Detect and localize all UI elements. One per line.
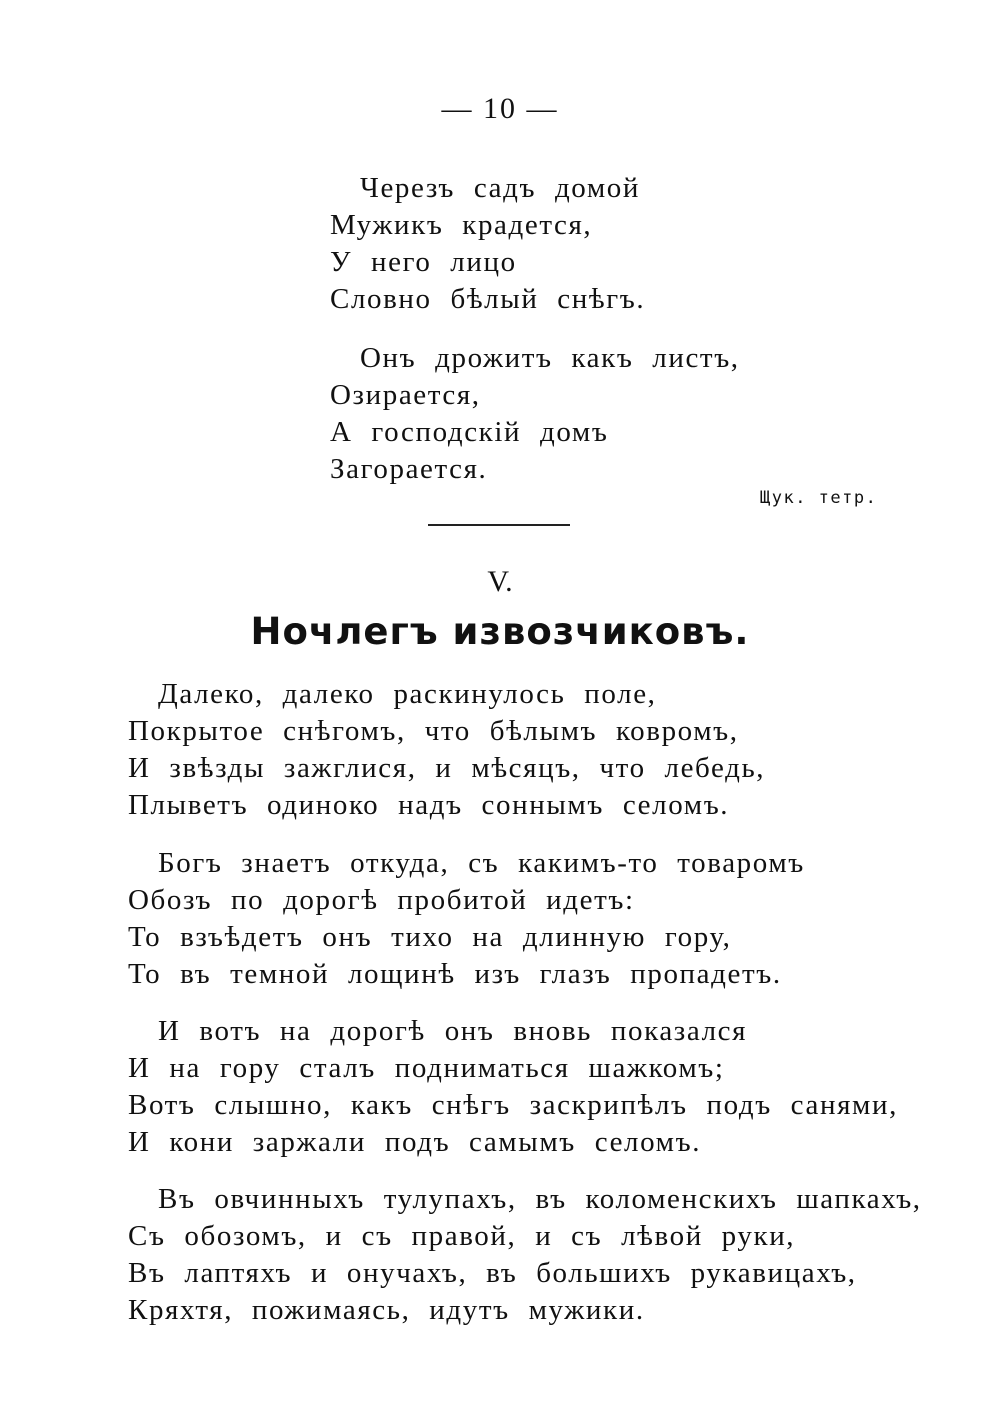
section-title: Ночлегъ извозчиковъ.	[250, 610, 750, 653]
attribution: Щук. тетр.	[760, 488, 878, 508]
poem2-stanza-2	[128, 845, 805, 993]
poem-line: Далеко, далеко раскинулось поле,	[158, 678, 657, 710]
poem-line: Богъ знаетъ откуда, съ какимъ-то товаромъ	[158, 847, 805, 879]
poem-line: Загорается.	[330, 453, 488, 485]
poem-line: Обозъ по дорогѣ пробитой идетъ:	[128, 884, 635, 916]
poem-line: Въ овчинныхъ тулупахъ, въ коломенскихъ шапкахъ,	[158, 1183, 922, 1215]
page-number: — 10 —	[441, 92, 559, 125]
poem2-stanza-4	[128, 1181, 922, 1329]
poem-line: Вотъ слышно, какъ снѣгъ заскрипѣлъ подъ санями,	[128, 1089, 898, 1121]
poem-line: А господскій домъ	[330, 416, 609, 448]
poem-line: Озирается,	[330, 379, 481, 411]
poem1-stanza-2	[330, 340, 740, 488]
poem-line: Словно бѣлый снѣгъ.	[330, 283, 646, 315]
poem-line: И на гору сталъ подниматься шажкомъ;	[128, 1052, 725, 1084]
poem-line: И звѣзды зажглися, и мѣсяцъ, что лебедь,	[128, 752, 766, 784]
section-divider	[428, 524, 570, 526]
section-numeral: V.	[487, 565, 513, 598]
poem-line: Съ обозомъ, и съ правой, и съ лѣвой руки,	[128, 1220, 796, 1252]
poem2-stanza-1	[128, 676, 765, 824]
poem-line: И вотъ на дорогѣ онъ вновь показался	[158, 1015, 748, 1047]
poem2-stanza-3	[128, 1013, 898, 1161]
poem-line: Кряхтя, пожимаясь, идутъ мужики.	[128, 1294, 645, 1326]
poem-line: У него лицо	[330, 246, 517, 278]
poem-line: Плыветъ одиноко надъ соннымъ селомъ.	[128, 789, 730, 821]
poem-line: То въ темной лощинѣ изъ глазъ пропадетъ.	[128, 958, 782, 990]
poem-line: Мужикъ крадется,	[330, 209, 593, 241]
poem-line: Въ лаптяхъ и онучахъ, въ большихъ рукавицахъ,	[128, 1257, 857, 1289]
poem-line: Черезъ садъ домой	[360, 172, 641, 204]
poem1-stanza-1	[330, 170, 645, 318]
poem-line: Покрытое снѣгомъ, что бѣлымъ ковромъ,	[128, 715, 739, 747]
poem-line: Онъ дрожитъ какъ листъ,	[360, 342, 740, 374]
poem-line: То взъѣдетъ онъ тихо на длинную гору,	[128, 921, 732, 953]
poem-line: И кони заржали подъ самымъ селомъ.	[128, 1126, 702, 1158]
